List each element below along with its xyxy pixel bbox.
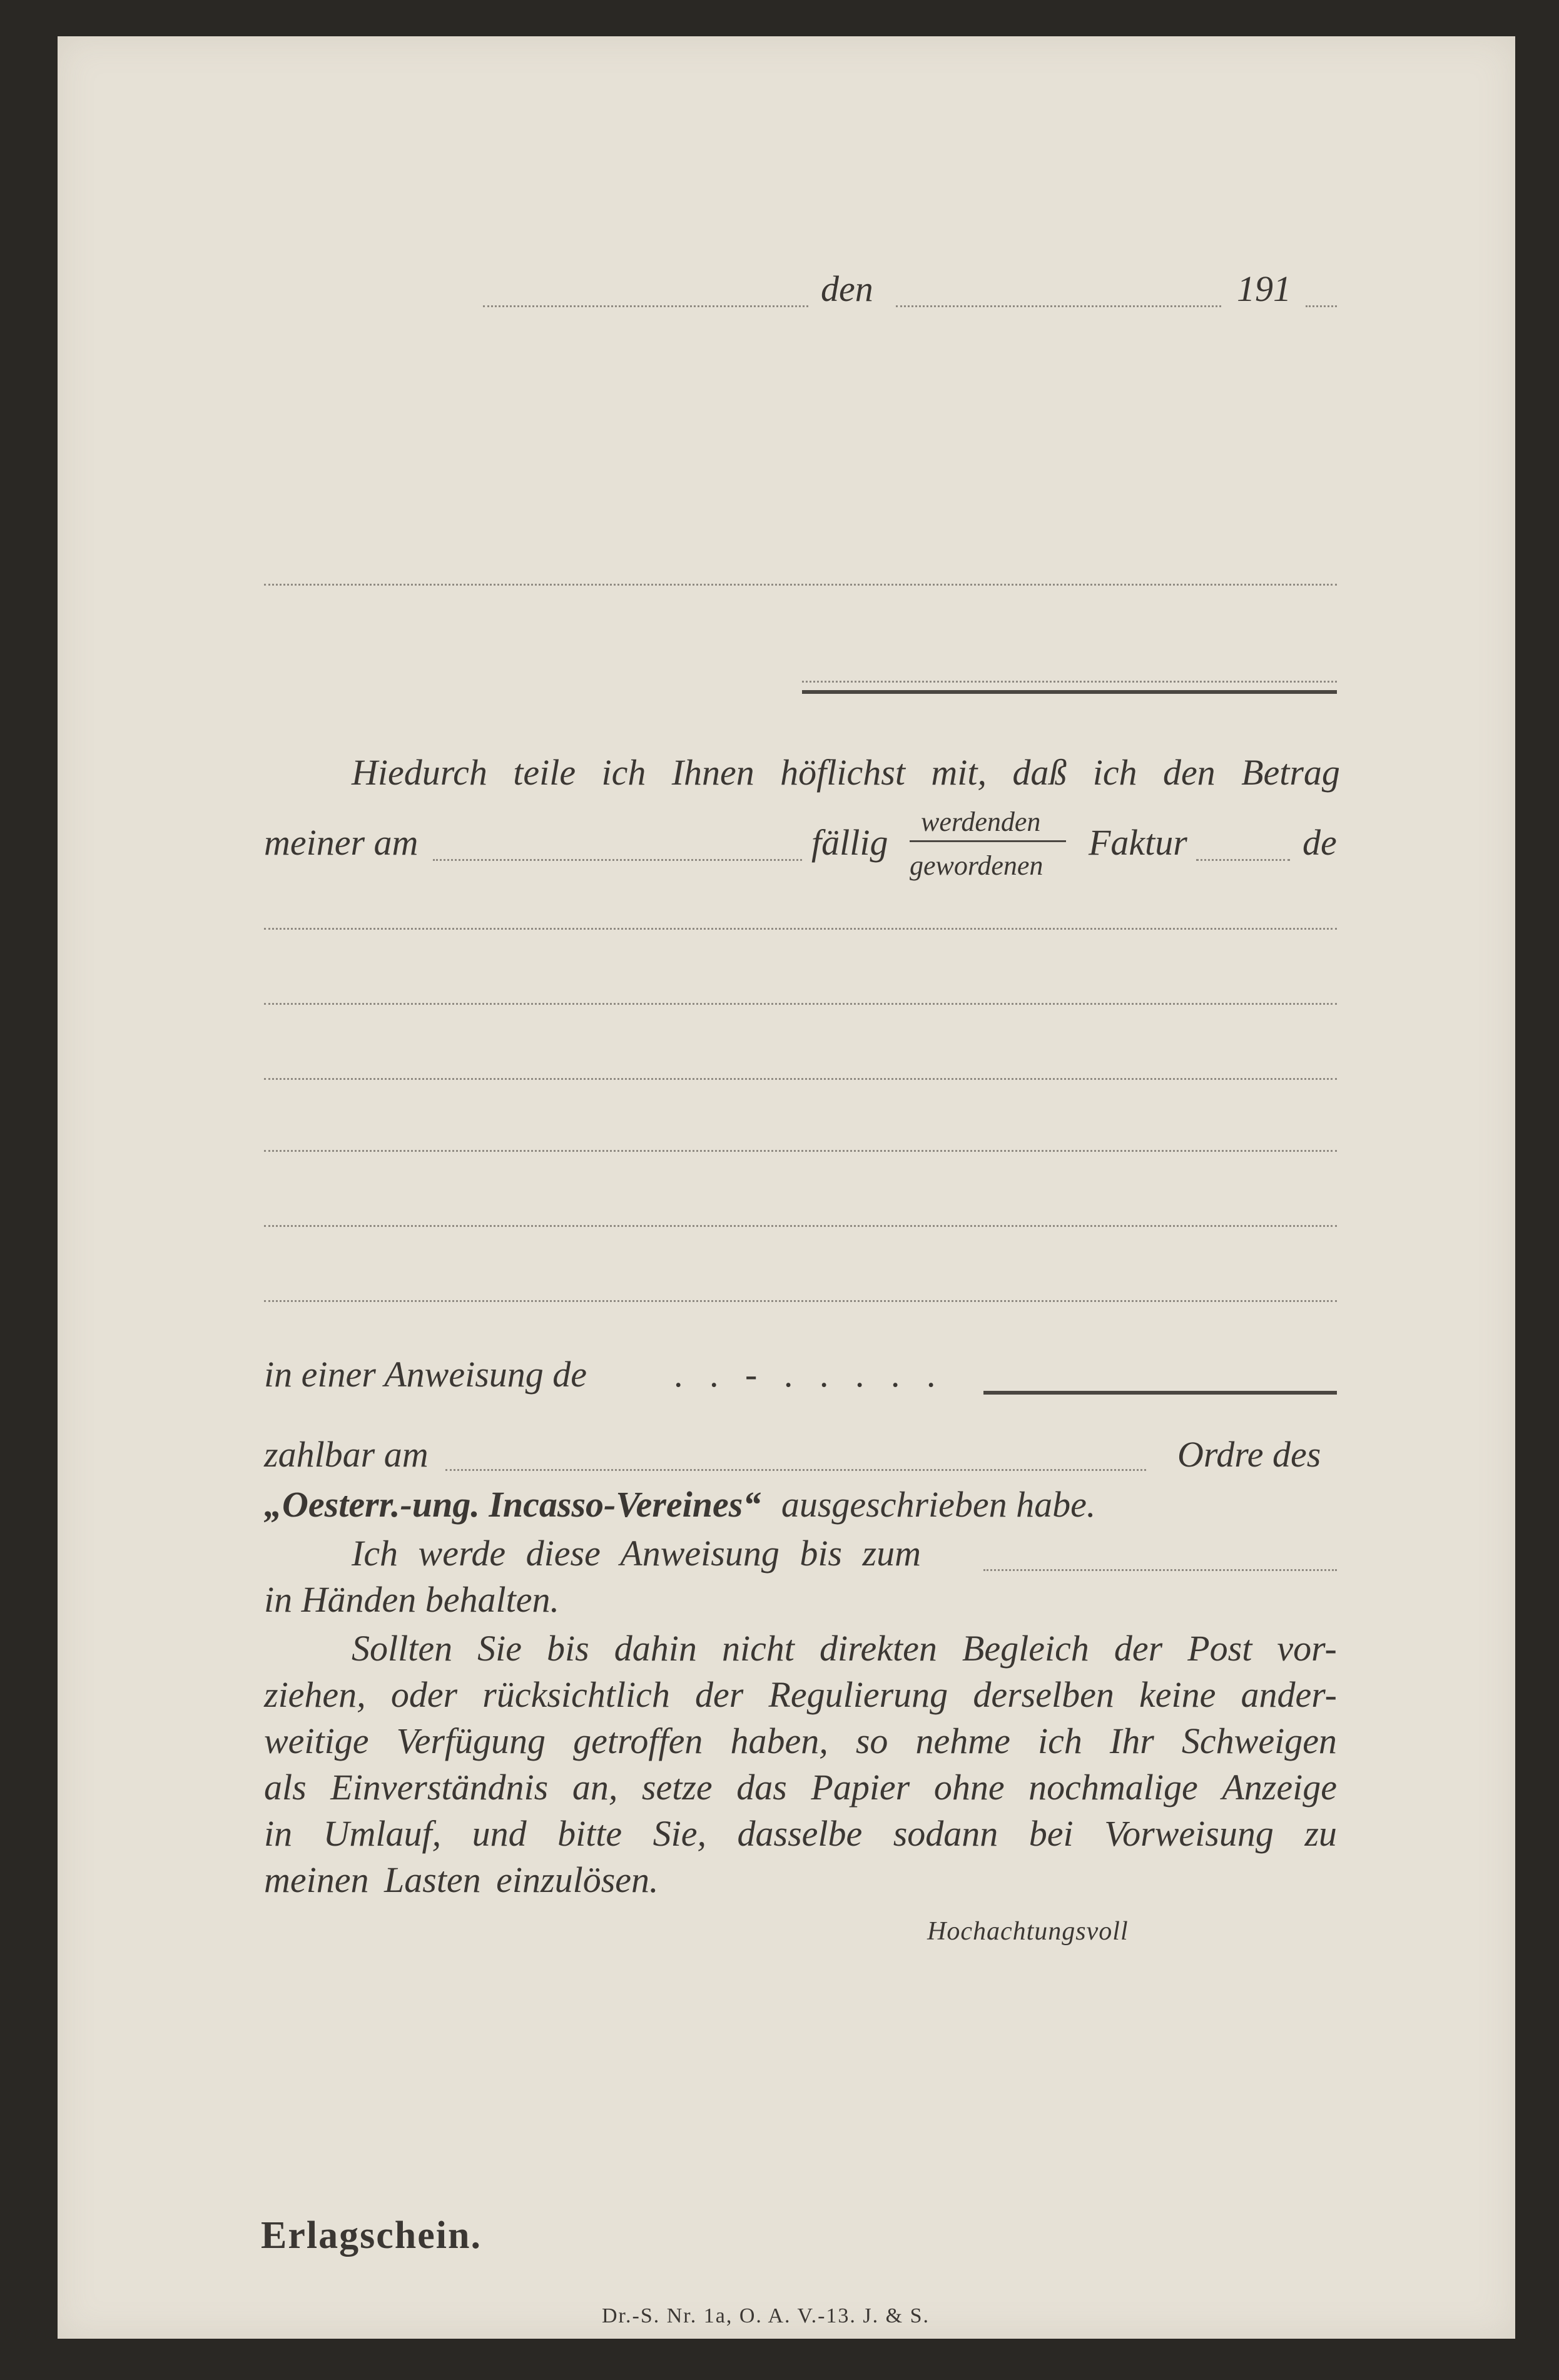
blank-line-2[interactable] [264,1003,1337,1005]
year-field[interactable] [1306,305,1337,307]
para-line-2: ziehen, oder rücksichtlich der Regulierung derselben keine ander- [264,1674,1337,1715]
verein-line [264,1484,1096,1525]
anweisung-label: in einer Anweisung de [264,1354,587,1395]
place-field[interactable] [483,305,808,307]
blank-line-6[interactable] [264,1300,1337,1302]
print-code: Dr.-S. Nr. 1a, O. A. V.-13. J. & S. [602,2304,930,2327]
erlagschein-title: Erlagschein. [261,2214,482,2257]
ausgeschrieben-text: ausgeschrieben habe. [781,1484,1096,1525]
werdenden-label: werdenden [921,806,1041,837]
anweisung-dots: . . - . . . . . [674,1354,945,1395]
closing-text: Hochachtungsvoll [927,1917,1129,1946]
den-label: den [821,268,873,309]
ordre-des-label: Ordre des [1177,1434,1321,1475]
date-field[interactable] [896,305,1221,307]
verein-name: „Oesterr.-ung. Incasso-Vereines“ [264,1484,761,1525]
in-haenden-text: in Händen behalten. [264,1579,559,1620]
addressee-line-2[interactable] [802,681,1337,683]
para-line-6: meinen Lasten einzulösen. [264,1859,659,1900]
zahlbar-am-label: zahlbar am [264,1434,429,1475]
para-line-5: in Umlauf, und bitte Sie, dasselbe sodann bei Vorweisung zu [264,1813,1337,1854]
bis-zum-field[interactable] [983,1569,1337,1571]
blank-line-1[interactable] [264,928,1337,930]
addressee-line-1[interactable] [264,584,1337,586]
ich-werde-text: Ich werde diese Anweisung bis zum [352,1533,921,1574]
faktur-field[interactable] [1196,859,1290,861]
meiner-am-label: meiner am [264,822,419,863]
faellig-label: fällig [811,822,888,863]
faktur-label: Faktur [1089,822,1187,863]
invoice-date-field[interactable] [433,859,802,861]
addressee-underline [802,690,1337,694]
de-label: de [1303,822,1337,863]
fraction-bar [910,840,1066,842]
intro-line-1: Hiedurch teile ich Ihnen höflichst mit, daß ich den Betrag [352,752,1340,793]
para-line-3: weitige Verfügung getroffen haben, so nehme ich Ihr Schweigen [264,1721,1337,1761]
year-prefix: 191 [1237,268,1291,309]
blank-line-5[interactable] [264,1225,1337,1227]
anweisung-field[interactable] [983,1391,1337,1395]
blank-line-4[interactable] [264,1150,1337,1152]
zahlbar-field[interactable] [445,1469,1146,1471]
para-line-1: Sollten Sie bis dahin nicht direkten Begleich der Post vor- [352,1628,1337,1669]
blank-line-3[interactable] [264,1078,1337,1080]
para-line-4: als Einverständnis an, setze das Papier ohne nochmalige Anzeige [264,1767,1337,1808]
gewordenen-label: gewordenen [910,850,1044,881]
form-sheet [58,36,1515,2339]
